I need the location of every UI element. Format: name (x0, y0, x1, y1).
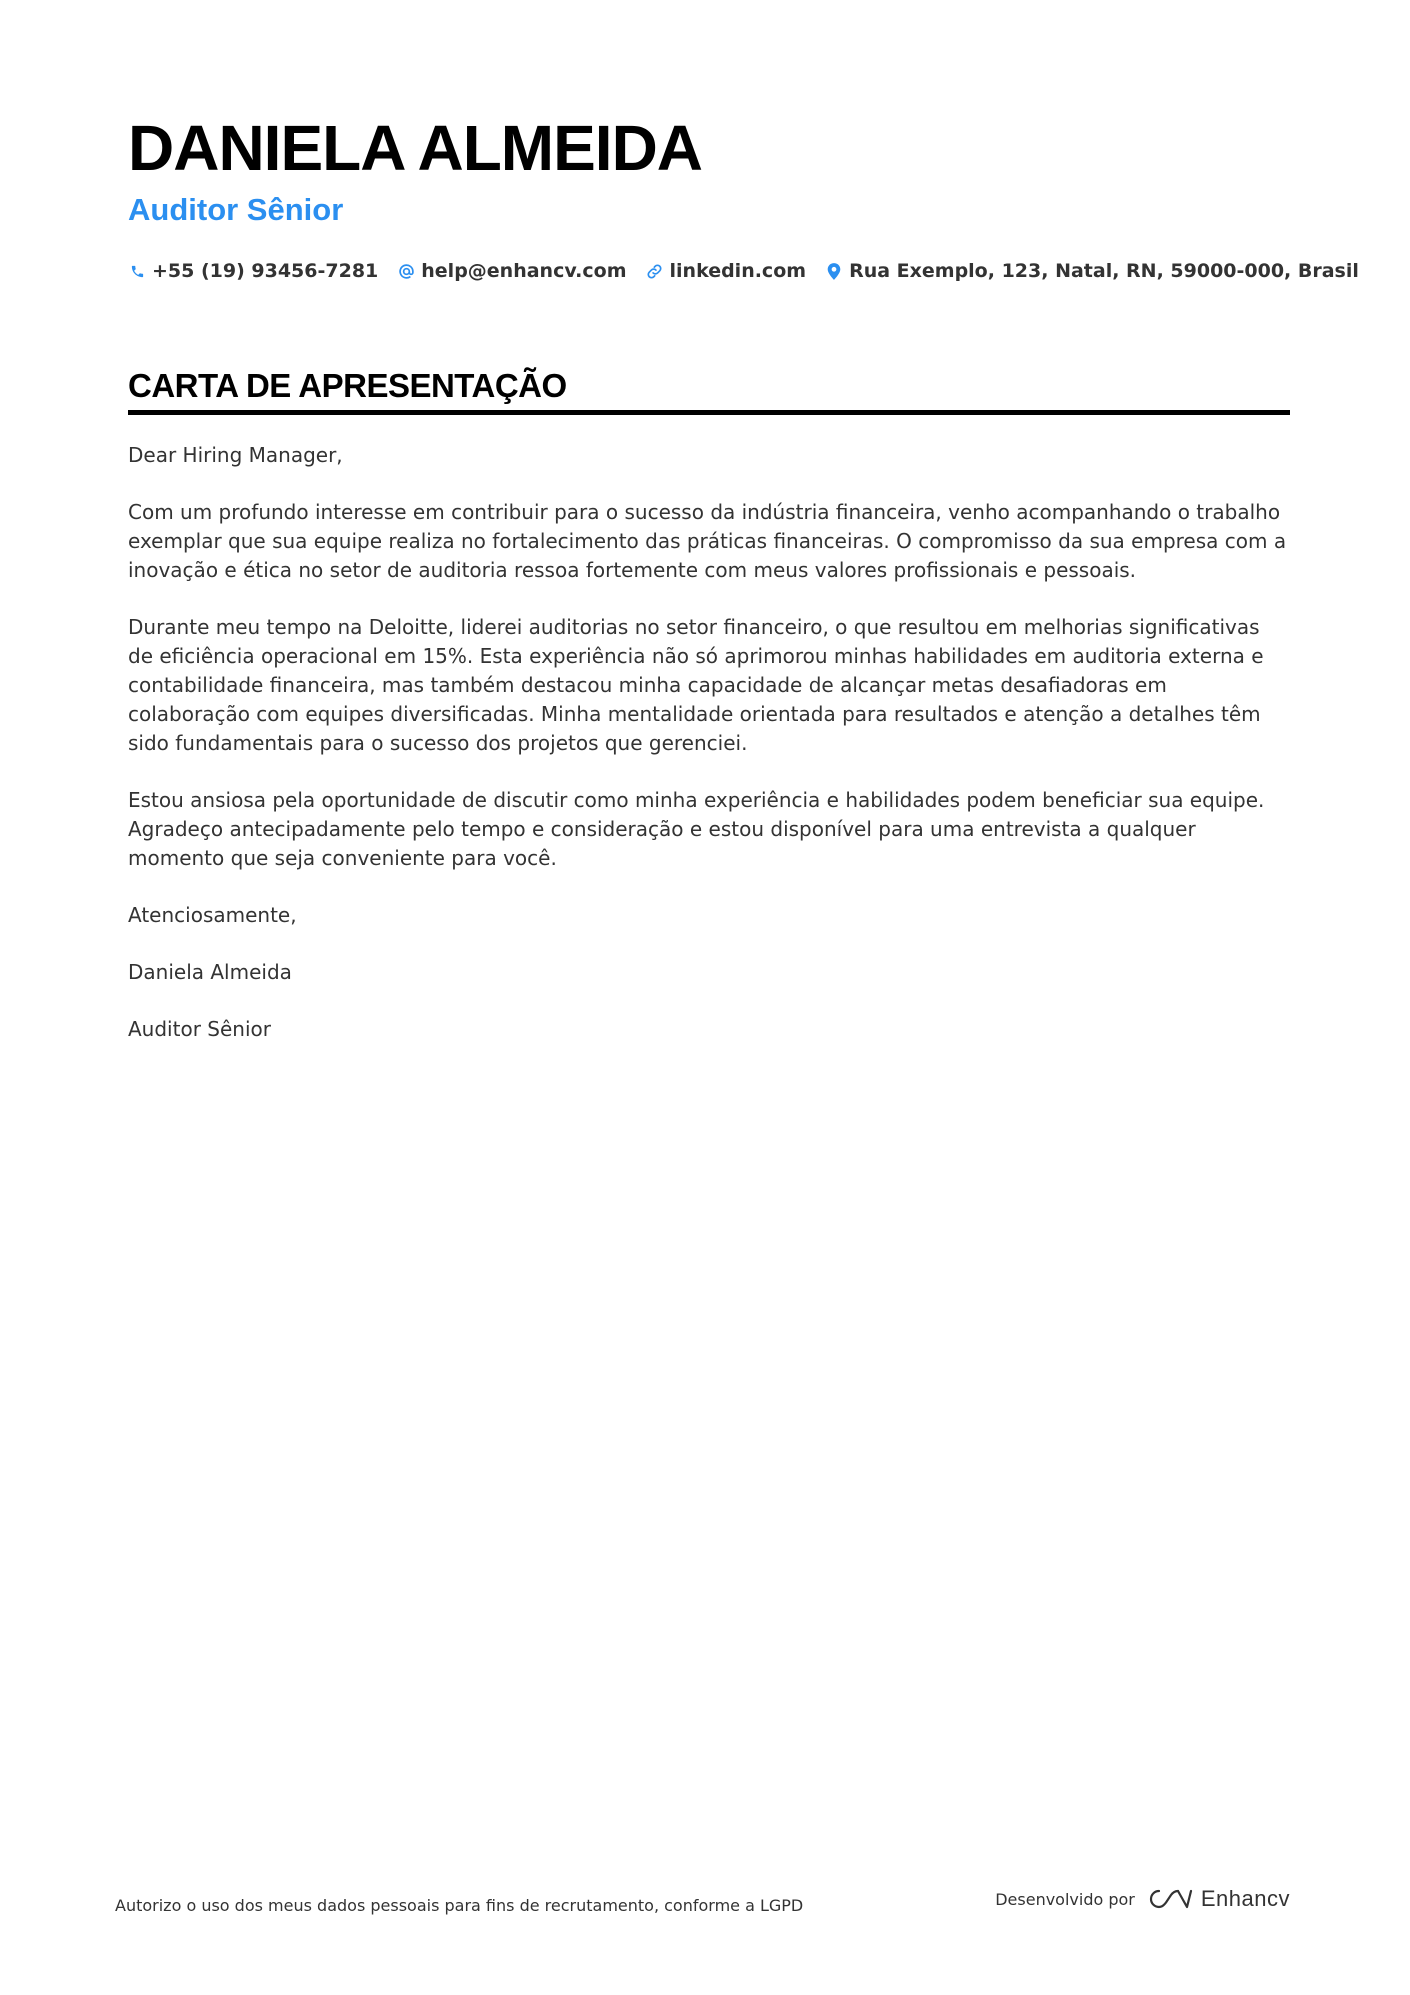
contact-linkedin[interactable] (646, 260, 807, 282)
consent-note: Autorizo o uso dos meus dados pessoais para fins de recrutamento, conforme a LGPD (115, 1896, 804, 1915)
contact-linkedin-text: linkedin.com (669, 260, 807, 282)
brand-name: Enhancv (1200, 1886, 1290, 1911)
contact-phone[interactable] (128, 260, 378, 282)
job-title: Auditor Sênior (128, 192, 344, 227)
section-title: CARTA DE APRESENTAÇÃO (128, 367, 567, 404)
contact-bar (128, 260, 1359, 282)
link-icon (646, 262, 664, 280)
cover-letter-section (128, 364, 1290, 1072)
section-divider (128, 410, 1290, 415)
letter-paragraph: Durante meu tempo na Deloitte, liderei auditorias no setor financeiro, o que resultou em melhorias significativas de eficiência operacional em 15%. Esta experiência não só aprimorou minhas habilidades em auditoria externa e contabilidade financeira, mas também destacou minha capacidade de alcançar metas desafiadoras em colaboração com equipes diversificadas. Minha mentalidade orientada para resultados e atenção a detalhes têm sido fundamentais para o sucesso dos projetos que gerenciei. (128, 615, 1264, 755)
signature-name: Daniela Almeida (128, 960, 292, 984)
phone-icon (128, 262, 146, 280)
powered-by-label: Desenvolvido por (995, 1889, 1135, 1909)
contact-address-text: Rua Exemplo, 123, Natal, RN, 59000-000, Brasil (849, 260, 1359, 282)
contact-address (825, 260, 1359, 282)
signature-title: Auditor Sênior (128, 1017, 271, 1041)
powered-by[interactable] (995, 1886, 1290, 1912)
letter-paragraph: Estou ansiosa pela oportunidade de discutir como minha experiência e habilidades podem beneficiar sua equipe. Agradeço antecipadamente pelo tempo e consideração e estou disponível para uma entrevista a qualquer momento que seja conveniente para você. (128, 788, 1265, 870)
letter-paragraph: Com um profundo interesse em contribuir para o sucesso da indústria financeira, venho acompanhando o trabalho exemplar que sua equipe realiza no fortalecimento das práticas financeiras. O compromisso da sua empresa com a inovação e ética no setor de auditoria ressoa fortemente com meus valores profissionais e pessoais. (128, 500, 1287, 582)
header (128, 110, 1359, 282)
at-icon (397, 262, 415, 280)
contact-phone-text: +55 (19) 93456-7281 (152, 260, 379, 282)
contact-email[interactable] (397, 260, 626, 282)
letter-greeting: Dear Hiring Manager, (128, 443, 343, 467)
location-pin-icon (825, 262, 843, 280)
letter-body (128, 441, 1290, 1044)
letter-closing: Atenciosamente, (128, 903, 297, 927)
contact-email-text: help@enhancv.com (421, 260, 627, 282)
candidate-name: DANIELA ALMEIDA (128, 112, 702, 184)
enhancv-logo-icon (1147, 1887, 1193, 1911)
